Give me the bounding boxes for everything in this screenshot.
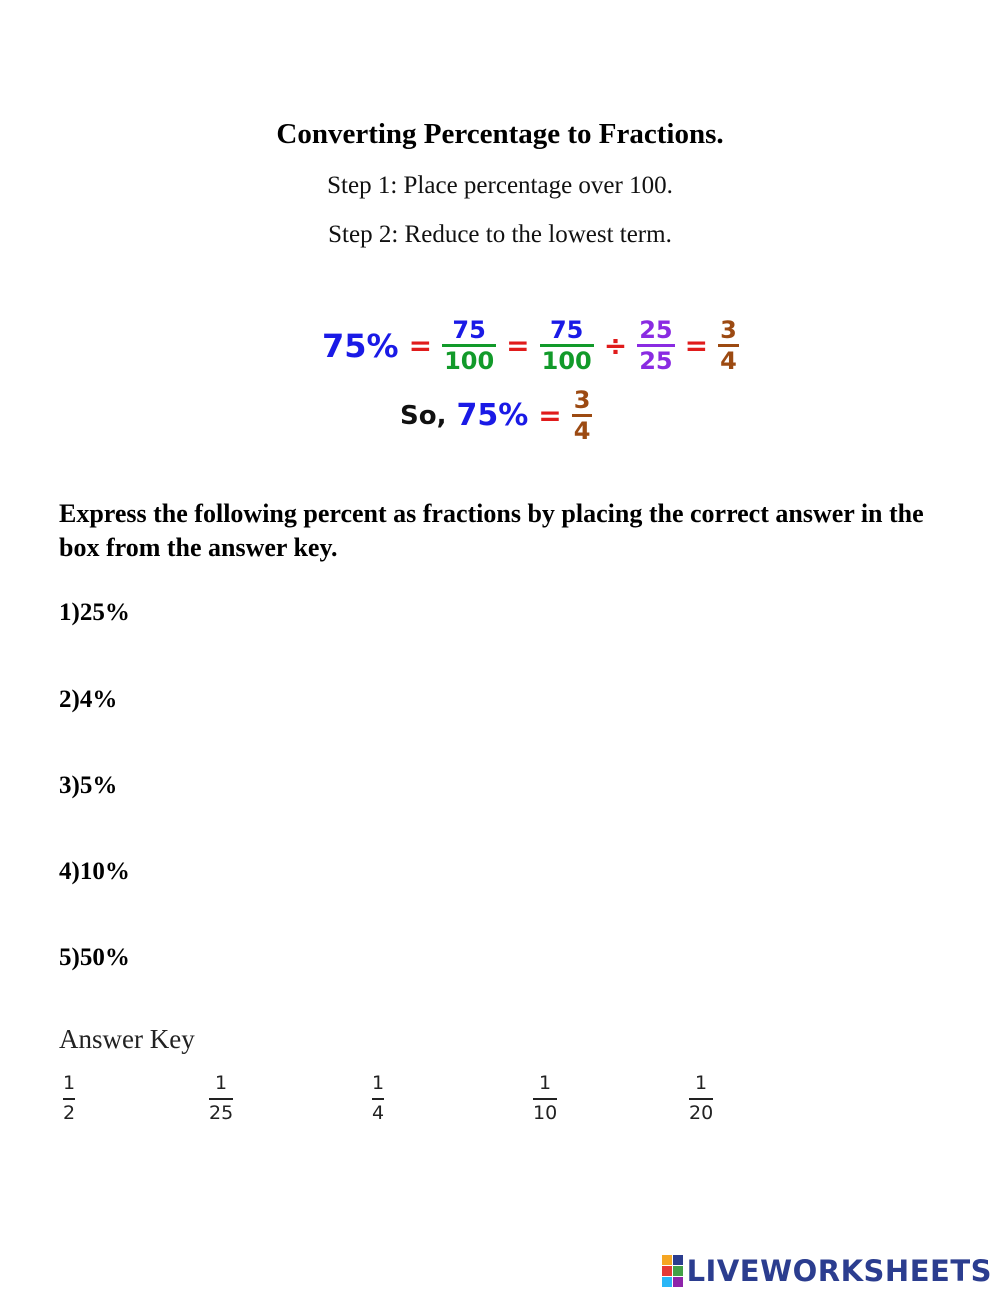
step-2-text: Step 2: Reduce to the lowest term. bbox=[328, 221, 672, 248]
fraction-denominator: 10 bbox=[533, 1101, 558, 1124]
equals-sign: = bbox=[538, 399, 562, 432]
fraction-denominator: 100 bbox=[541, 347, 592, 375]
liveworksheets-logo[interactable] bbox=[662, 1254, 992, 1288]
fraction-numerator: 25 bbox=[639, 316, 673, 344]
fraction-bar bbox=[689, 1098, 713, 1100]
answer-key-fraction[interactable] bbox=[63, 1074, 75, 1123]
question-3: 3)5% bbox=[59, 772, 118, 799]
step-1-text: Step 1: Place percentage over 100. bbox=[327, 172, 673, 199]
fraction-bar bbox=[63, 1098, 75, 1100]
question-1: 1)25% bbox=[59, 599, 130, 626]
logo-text: LIVEWORKSHEETS bbox=[686, 1254, 992, 1288]
fraction-25-over-25 bbox=[637, 318, 674, 373]
fraction-bar bbox=[372, 1098, 384, 1100]
so-label: So, bbox=[400, 400, 447, 431]
fraction-denominator: 100 bbox=[444, 347, 495, 375]
answer-key-fraction[interactable] bbox=[372, 1074, 384, 1123]
division-sign: ÷ bbox=[603, 329, 628, 362]
answer-key-label: Answer Key bbox=[59, 1024, 195, 1054]
fraction-denominator: 4 bbox=[372, 1101, 385, 1124]
fraction-numerator: 1 bbox=[539, 1072, 552, 1094]
answer-key-fraction[interactable] bbox=[209, 1074, 233, 1123]
question-5: 5)50% bbox=[59, 944, 130, 971]
fraction-denominator: 4 bbox=[720, 347, 737, 375]
logo-mark-icon bbox=[662, 1255, 683, 1287]
fraction-numerator: 1 bbox=[63, 1072, 76, 1094]
fraction-bar bbox=[533, 1098, 557, 1100]
answer-key-fraction[interactable] bbox=[533, 1074, 557, 1123]
question-4: 4)10% bbox=[59, 858, 130, 885]
fraction-denominator: 25 bbox=[639, 347, 673, 375]
example-equation bbox=[322, 318, 739, 373]
fraction-75-over-100 bbox=[540, 318, 594, 373]
fraction-numerator: 75 bbox=[452, 316, 486, 344]
example-conclusion bbox=[400, 388, 592, 443]
fraction-denominator: 2 bbox=[63, 1101, 76, 1124]
fraction-75-over-100 bbox=[442, 318, 496, 373]
fraction-numerator: 1 bbox=[215, 1072, 228, 1094]
fraction-denominator: 25 bbox=[209, 1101, 234, 1124]
equals-sign: = bbox=[684, 329, 709, 362]
fraction-numerator: 1 bbox=[372, 1072, 385, 1094]
fraction-numerator: 1 bbox=[695, 1072, 708, 1094]
fraction-numerator: 75 bbox=[549, 316, 584, 344]
fraction-denominator: 4 bbox=[573, 417, 591, 445]
equals-sign: = bbox=[408, 329, 433, 362]
question-2: 2)4% bbox=[59, 686, 118, 713]
page-title: Converting Percentage to Fractions. bbox=[276, 118, 724, 150]
fraction-denominator: 20 bbox=[689, 1101, 714, 1124]
equals-sign: = bbox=[506, 329, 530, 362]
example-percent: 75% bbox=[456, 398, 529, 433]
fraction-numerator: 3 bbox=[573, 386, 591, 414]
fraction-3-over-4 bbox=[718, 318, 739, 373]
fraction-3-over-4 bbox=[572, 388, 593, 443]
answer-key-fraction[interactable] bbox=[689, 1074, 713, 1123]
instructions: Express the following percent as fractions by placing the correct answer in the box from the answer key. bbox=[59, 499, 924, 562]
fraction-bar bbox=[209, 1098, 233, 1100]
example-percent: 75% bbox=[322, 326, 399, 365]
fraction-numerator: 3 bbox=[720, 316, 737, 344]
